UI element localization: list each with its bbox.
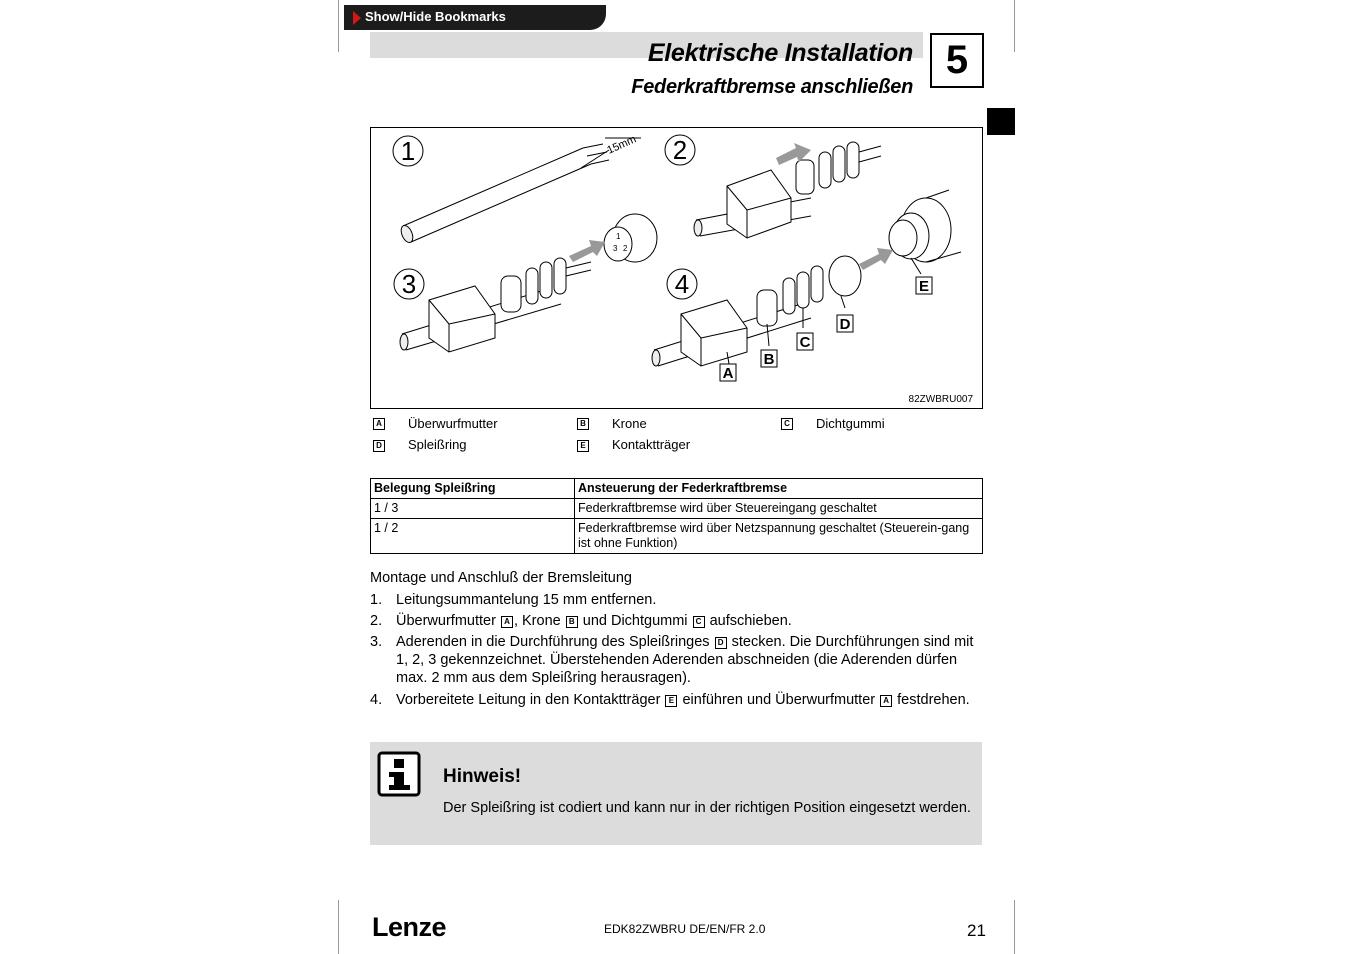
step-number-1: 1: [400, 136, 416, 166]
pin-label-1: 1: [616, 232, 621, 241]
step3-assembly: [400, 240, 605, 352]
callout-A: A: [722, 365, 734, 382]
note-title: Hinweis!: [443, 766, 522, 787]
section-subtitle: Federkraftbremse anschließen: [631, 76, 913, 98]
legend-key-A: A: [373, 418, 385, 430]
callout-E: E: [918, 278, 930, 295]
bookmarks-button-label: Show/Hide Bookmarks: [365, 9, 506, 24]
table-cell: 1 / 3: [371, 499, 575, 519]
table-row: [371, 519, 983, 554]
crop-mark: [338, 0, 339, 52]
step-text: Überwurfmutter A , Krone B und Dichtgummi C aufschieben.: [396, 613, 792, 629]
ref-key-D: D: [715, 637, 727, 649]
legend-label-E: Kontaktträger: [612, 437, 691, 452]
stripped-cable: [399, 138, 641, 244]
ref-key-A: A: [880, 695, 892, 707]
callout-B: B: [763, 351, 775, 368]
contact-carrier-drawing: [889, 190, 961, 262]
step-text: Aderenden in die Durchführung des Spleißringes D stecken. Die Durchführungen sind mit 1, 2, 3 gekennzeichnet. Überstehenden Aderenden abschneiden (die Aderenden dürfen max. 2 mm aus dem Spleißring herausragen).: [396, 634, 974, 686]
ref-key-B: B: [566, 616, 578, 628]
info-icon: [377, 751, 422, 797]
step-number-4: 4: [674, 269, 690, 299]
ref-key-E: E: [665, 695, 677, 707]
dimension-label: 15mm: [605, 133, 639, 157]
table-header-row: [371, 479, 983, 499]
step4-assembly: [652, 248, 921, 366]
splice-ring-table: [370, 478, 983, 554]
table-header-cell: Belegung Spleißring: [371, 479, 575, 499]
lenze-logo: Lenze: [372, 912, 447, 942]
section-title: Elektrische Installation: [647, 39, 913, 67]
chapter-number: 5: [930, 33, 984, 88]
table-cell: Federkraftbremse wird über Netzspannung geschaltet (Steuerein-gang ist ohne Funktion): [575, 519, 983, 554]
step-number-3: 3: [401, 269, 417, 299]
splice-ring-drawing: [604, 214, 657, 262]
pin-label-3: 3: [613, 244, 618, 253]
table-header-cell: Ansteuerung der Federkraftbremse: [575, 479, 983, 499]
callout-C: C: [799, 334, 811, 351]
page-number: 21: [967, 921, 986, 940]
instructions-heading: Montage und Anschluß der Bremsleitung: [370, 570, 632, 586]
legend-key-E: E: [577, 440, 589, 452]
ref-key-A: A: [501, 616, 513, 628]
document-id: EDK82ZWBRU DE/EN/FR 2.0: [604, 922, 766, 936]
show-hide-bookmarks-button[interactable]: [344, 5, 606, 30]
step-text: Leitungsummantelung 15 mm entfernen.: [396, 592, 657, 608]
crop-mark: [1014, 900, 1015, 954]
triangle-right-icon: [353, 11, 361, 25]
crop-mark: [1014, 0, 1015, 52]
step-num: 3.: [370, 634, 383, 650]
legend-label-A: Überwurfmutter: [408, 416, 498, 431]
step-num: 1.: [370, 592, 383, 608]
step-text: Vorbereitete Leitung in den Kontaktträger E einführen und Überwurfmutter A festdrehen.: [396, 692, 970, 708]
legend-label-B: Krone: [612, 416, 647, 431]
table-cell: 1 / 2: [371, 519, 575, 554]
step-num: 2.: [370, 613, 383, 629]
chapter-thumb-tab: [987, 108, 1015, 135]
legend-label-C: Dichtgummi: [816, 416, 885, 431]
pin-label-2: 2: [623, 244, 628, 253]
legend-label-D: Spleißring: [408, 437, 467, 452]
assembly-drawing: [371, 128, 982, 408]
ref-key-C: C: [693, 616, 705, 628]
legend-key-B: B: [577, 418, 589, 430]
step-number-2: 2: [672, 135, 688, 165]
callout-D: D: [839, 316, 851, 333]
table-row: [371, 499, 983, 519]
note-box: [370, 742, 982, 845]
figure-code: 82ZWBRU007: [908, 394, 973, 405]
step2-assembly: [694, 142, 881, 238]
table-cell: Federkraftbremse wird über Steuereingang geschaltet: [575, 499, 983, 519]
legend-key-D: D: [373, 440, 385, 452]
crop-mark: [338, 900, 339, 954]
step-num: 4.: [370, 692, 383, 708]
note-text: Der Spleißring ist codiert und kann nur in der richtigen Position eingesetzt werden.: [443, 800, 971, 816]
assembly-figure: [370, 127, 983, 409]
legend-key-C: C: [781, 418, 793, 430]
